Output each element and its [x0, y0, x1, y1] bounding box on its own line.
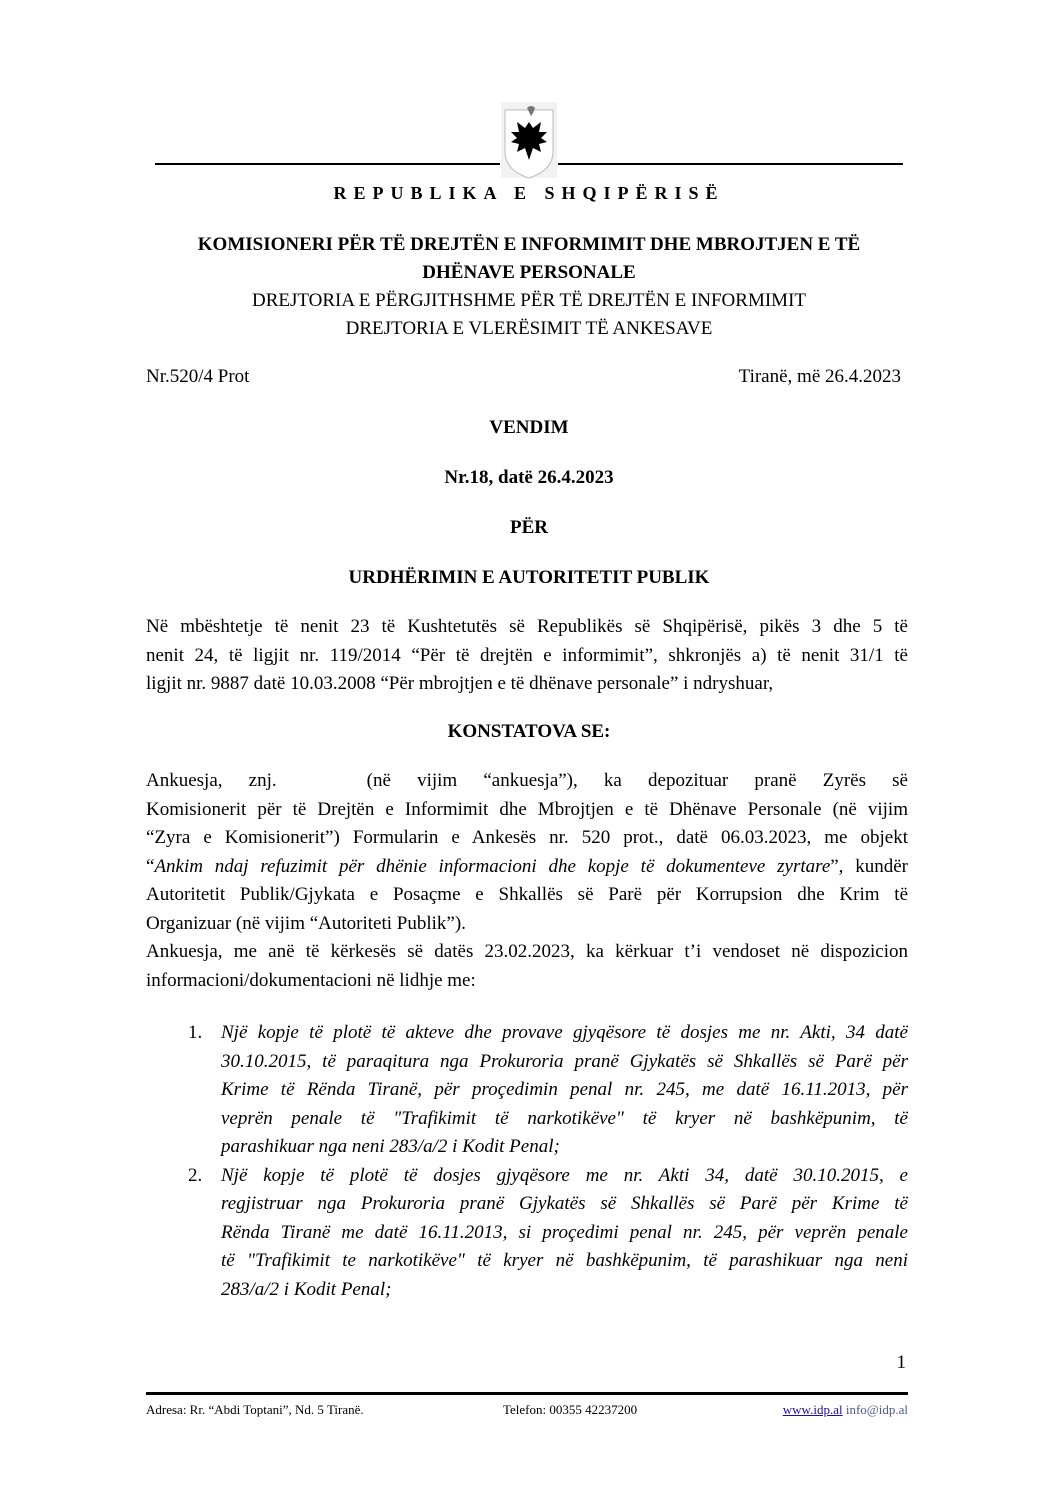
findings-paragraph: Ankuesja, znj. (në vijim “ankuesja”), ka depozituar pranë Zyrës së Komisionerit për të Drejtën e Informimit dhe Mbrojtjen e të Dhënave Personale (në vijim “Zyra e Komisionerit”) Formularin e Ankesës nr. 520 prot., datë 06.03.2023, me objekt “Ankim ndaj refuzimit për dhënie informacioni dhe kopje të dokumenteve zyrtare”, kundër Autoritetit Publik/Gjykata e Posaçme e Shkallës së Parë për Korrupsion dhe Krim të Organizuar (në vijim “Autoriteti Publik”). Ankuesja, me anë të kërkesës së datës 23.02.2023, ka kërkuar t’i vendoset në dispozicion informacioni/dokumentacioni në lidhje me: — [146, 770, 908, 991]
place-date: Tiranë, më 26.4.2023 — [738, 366, 901, 387]
list-item: 2. Një kopje të plotë të dosjes gjyqësore me nr. Akti 34, datë 30.10.2015, e regjistruar nga Prokuroria pranë Gjykatës së Shkallës së Parë për Krime të Rënda Tiranë me datë 16.11.2013, si proçedimi penal nr. 245, për veprën penale të "Trafikimit te narkotikëve" të kryer në bashkëpunim, të parashikuar nga neni 283/a/2 i Kodit Penal; — [188, 1164, 908, 1300]
decision-subject: URDHËRIMIN E AUTORITETIT PUBLIK — [348, 567, 710, 588]
legal-basis-line: ligjit nr. 9887 datë 10.03.2008 “Për mbrojtjen e të dhënave personale” i ndryshuar, — [146, 673, 774, 694]
header-divider-right — [558, 163, 903, 165]
legal-basis-paragraph — [146, 613, 908, 699]
country-title: REPUBLIKA E SHQIPËRISË — [333, 183, 725, 203]
page-number: 1 — [896, 1352, 906, 1373]
decision-number-date: Nr.18, datë 26.4.2023 — [444, 467, 614, 488]
directorate: DREJTORIA E VLERËSIMIT TË ANKESAVE — [345, 318, 713, 339]
website-link[interactable]: www.idp.al — [782, 1402, 843, 1417]
email-link[interactable]: info@idp.al — [845, 1402, 908, 1417]
albanian-coat-of-arms-icon — [499, 100, 559, 180]
complaint-object: Ankim ndaj refuzimit për dhënie informacioni dhe kopje të dokumenteve zyrtare — [154, 855, 831, 877]
footer-phone: Telefon: 00355 42237200 — [503, 1402, 638, 1417]
decision-for: PËR — [510, 517, 548, 538]
footer-address: Adresa: Rr. “Abdi Toptani”, Nd. 5 Tiranë. — [146, 1402, 364, 1417]
document-type: VENDIM — [489, 417, 569, 438]
institution-name-line2: DHËNAVE PERSONALE — [422, 262, 636, 283]
requests-list — [188, 1019, 908, 1304]
footer-divider — [146, 1392, 908, 1395]
protocol-number: Nr.520/4 Prot — [146, 366, 250, 387]
footer-contacts — [783, 1402, 908, 1418]
complainant-label: Ankuesja, znj. — [146, 770, 277, 791]
list-item: 1. Një kopje të plotë të akteve dhe provave gjyqësore të dosjes me nr. Akti, 34 datë 30.10.2015, të paraqitura nga Prokuroria pranë Gjykatës së Shkallës së Parë për Krime të Rënda Tiranë, për proçedimin penal nr. 245, me datë 16.11.2013, për veprën penale të "Trafikimit të narkotikëve" të kryer në bashkëpunim, të parashikuar nga neni 283/a/2 i Kodit Penal; — [188, 1022, 908, 1157]
legal-basis-line: Në mbështetje të nenit 23 të Kushtetutës së Republikës së Shqipërisë, pikës 3 dhe 5 të — [146, 616, 908, 637]
legal-basis-line: nenit 24, të ligjit nr. 119/2014 “Për të drejtën e informimit”, shkronjës a) të nenit 31/1 të — [146, 644, 908, 666]
directorate-general: DREJTORIA E PËRGJITHSHME PËR TË DREJTËN E INFORMIMIT — [251, 290, 806, 311]
findings-heading: KONSTATOVA SE: — [447, 721, 611, 742]
header-divider-left — [155, 163, 500, 165]
institution-name-line1: KOMISIONERI PËR TË DREJTËN E INFORMIMIT DHE MBROJTJEN E TË — [197, 234, 861, 255]
